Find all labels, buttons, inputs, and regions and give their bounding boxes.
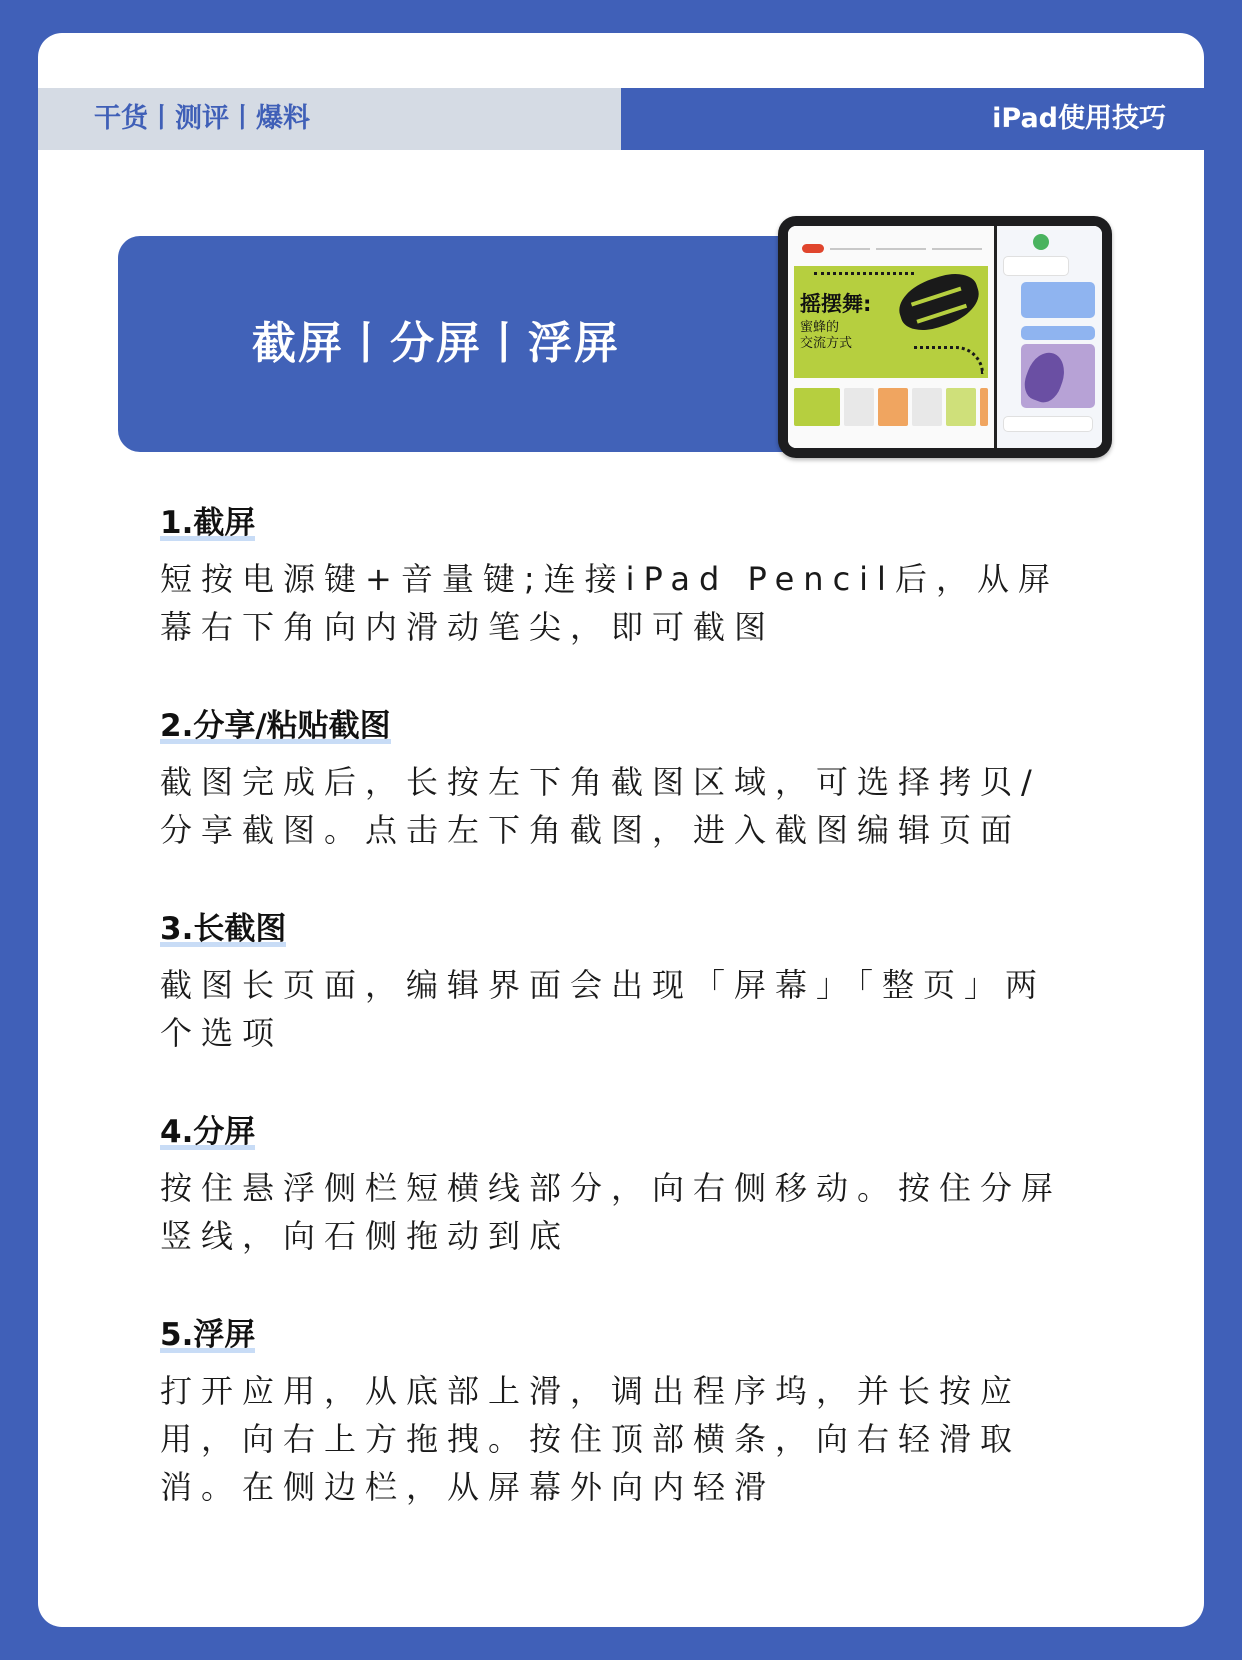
toolbar-line (830, 248, 870, 250)
slide-thumbnails (794, 388, 988, 426)
tip-body: 按住悬浮侧栏短横线部分，向右侧移动。按住分屏 竖线，向石侧拖动到底 (160, 1169, 1063, 1255)
toolbar-line (932, 248, 982, 250)
tip-section (160, 909, 1080, 1057)
slide-thumbnail (980, 388, 988, 426)
slide-thumbnail (844, 388, 874, 426)
hero-title: 截屏丨分屏丨浮屏 (252, 318, 620, 369)
ipad-illustration (778, 216, 1112, 458)
tip-title: 3.长截图 (160, 911, 287, 947)
top-banner (38, 88, 1204, 150)
ipad-split-left-app (788, 226, 994, 448)
chat-bubble (1003, 256, 1069, 276)
bee-icon (893, 267, 986, 338)
slide-subtitle: 蜜蜂的 交流方式 (800, 320, 853, 351)
chat-bubble (1021, 326, 1095, 340)
ipad-split-right-app (997, 226, 1102, 448)
category-label: 干货丨测评丨爆料 (38, 88, 621, 150)
ipad-screen (788, 226, 1102, 448)
bee-path-decoration (814, 272, 914, 275)
topic-label: iPad使用技巧 (621, 88, 1204, 150)
tip-section (160, 1315, 1080, 1511)
slide-thumbnail (912, 388, 942, 426)
bee-path-decoration (914, 346, 984, 374)
slide-thumbnail (794, 388, 840, 426)
tip-section (160, 503, 1080, 651)
tip-title: 2.分享/粘贴截图 (160, 708, 391, 744)
tip-section (160, 1112, 1080, 1260)
ipad-app-toolbar (794, 240, 988, 258)
chat-bubble (1021, 282, 1095, 318)
content-card (38, 33, 1204, 1627)
tip-body: 截图完成后，长按左下角截图区域，可选择拷贝/ 分享截图。点击左下角截图，进入截图编辑页面 (160, 763, 1041, 849)
tip-body: 截图长页面，编辑界面会出现「屏幕」「整页」两 个选项 (160, 966, 1047, 1052)
slide-thumbnail (878, 388, 908, 426)
tip-body: 短按电源键+音量键;连接iPad Pencil后，从屏 幕右下角向内滑动笔尖，即可截图 (160, 560, 1059, 646)
tip-section (160, 706, 1080, 854)
tip-body: 打开应用，从底部上滑，调出程序坞，并长按应 用，向右上方拖拽。按住顶部横条，向右轻滑取 消。在侧边栏，从屏幕外向内轻滑 (160, 1372, 1022, 1506)
tip-title: 5.浮屏 (160, 1317, 256, 1353)
ipad-slide (794, 266, 988, 378)
tip-title: 4.分屏 (160, 1114, 256, 1150)
chat-input-bar (1003, 416, 1093, 432)
toolbar-tab-indicator (802, 244, 824, 253)
avatar (1033, 234, 1049, 250)
toolbar-line (876, 248, 926, 250)
slide-thumbnail (946, 388, 976, 426)
tip-title: 1.截屏 (160, 505, 256, 541)
hero-banner (118, 236, 818, 452)
slide-title: 摇摆舞: (800, 292, 872, 316)
